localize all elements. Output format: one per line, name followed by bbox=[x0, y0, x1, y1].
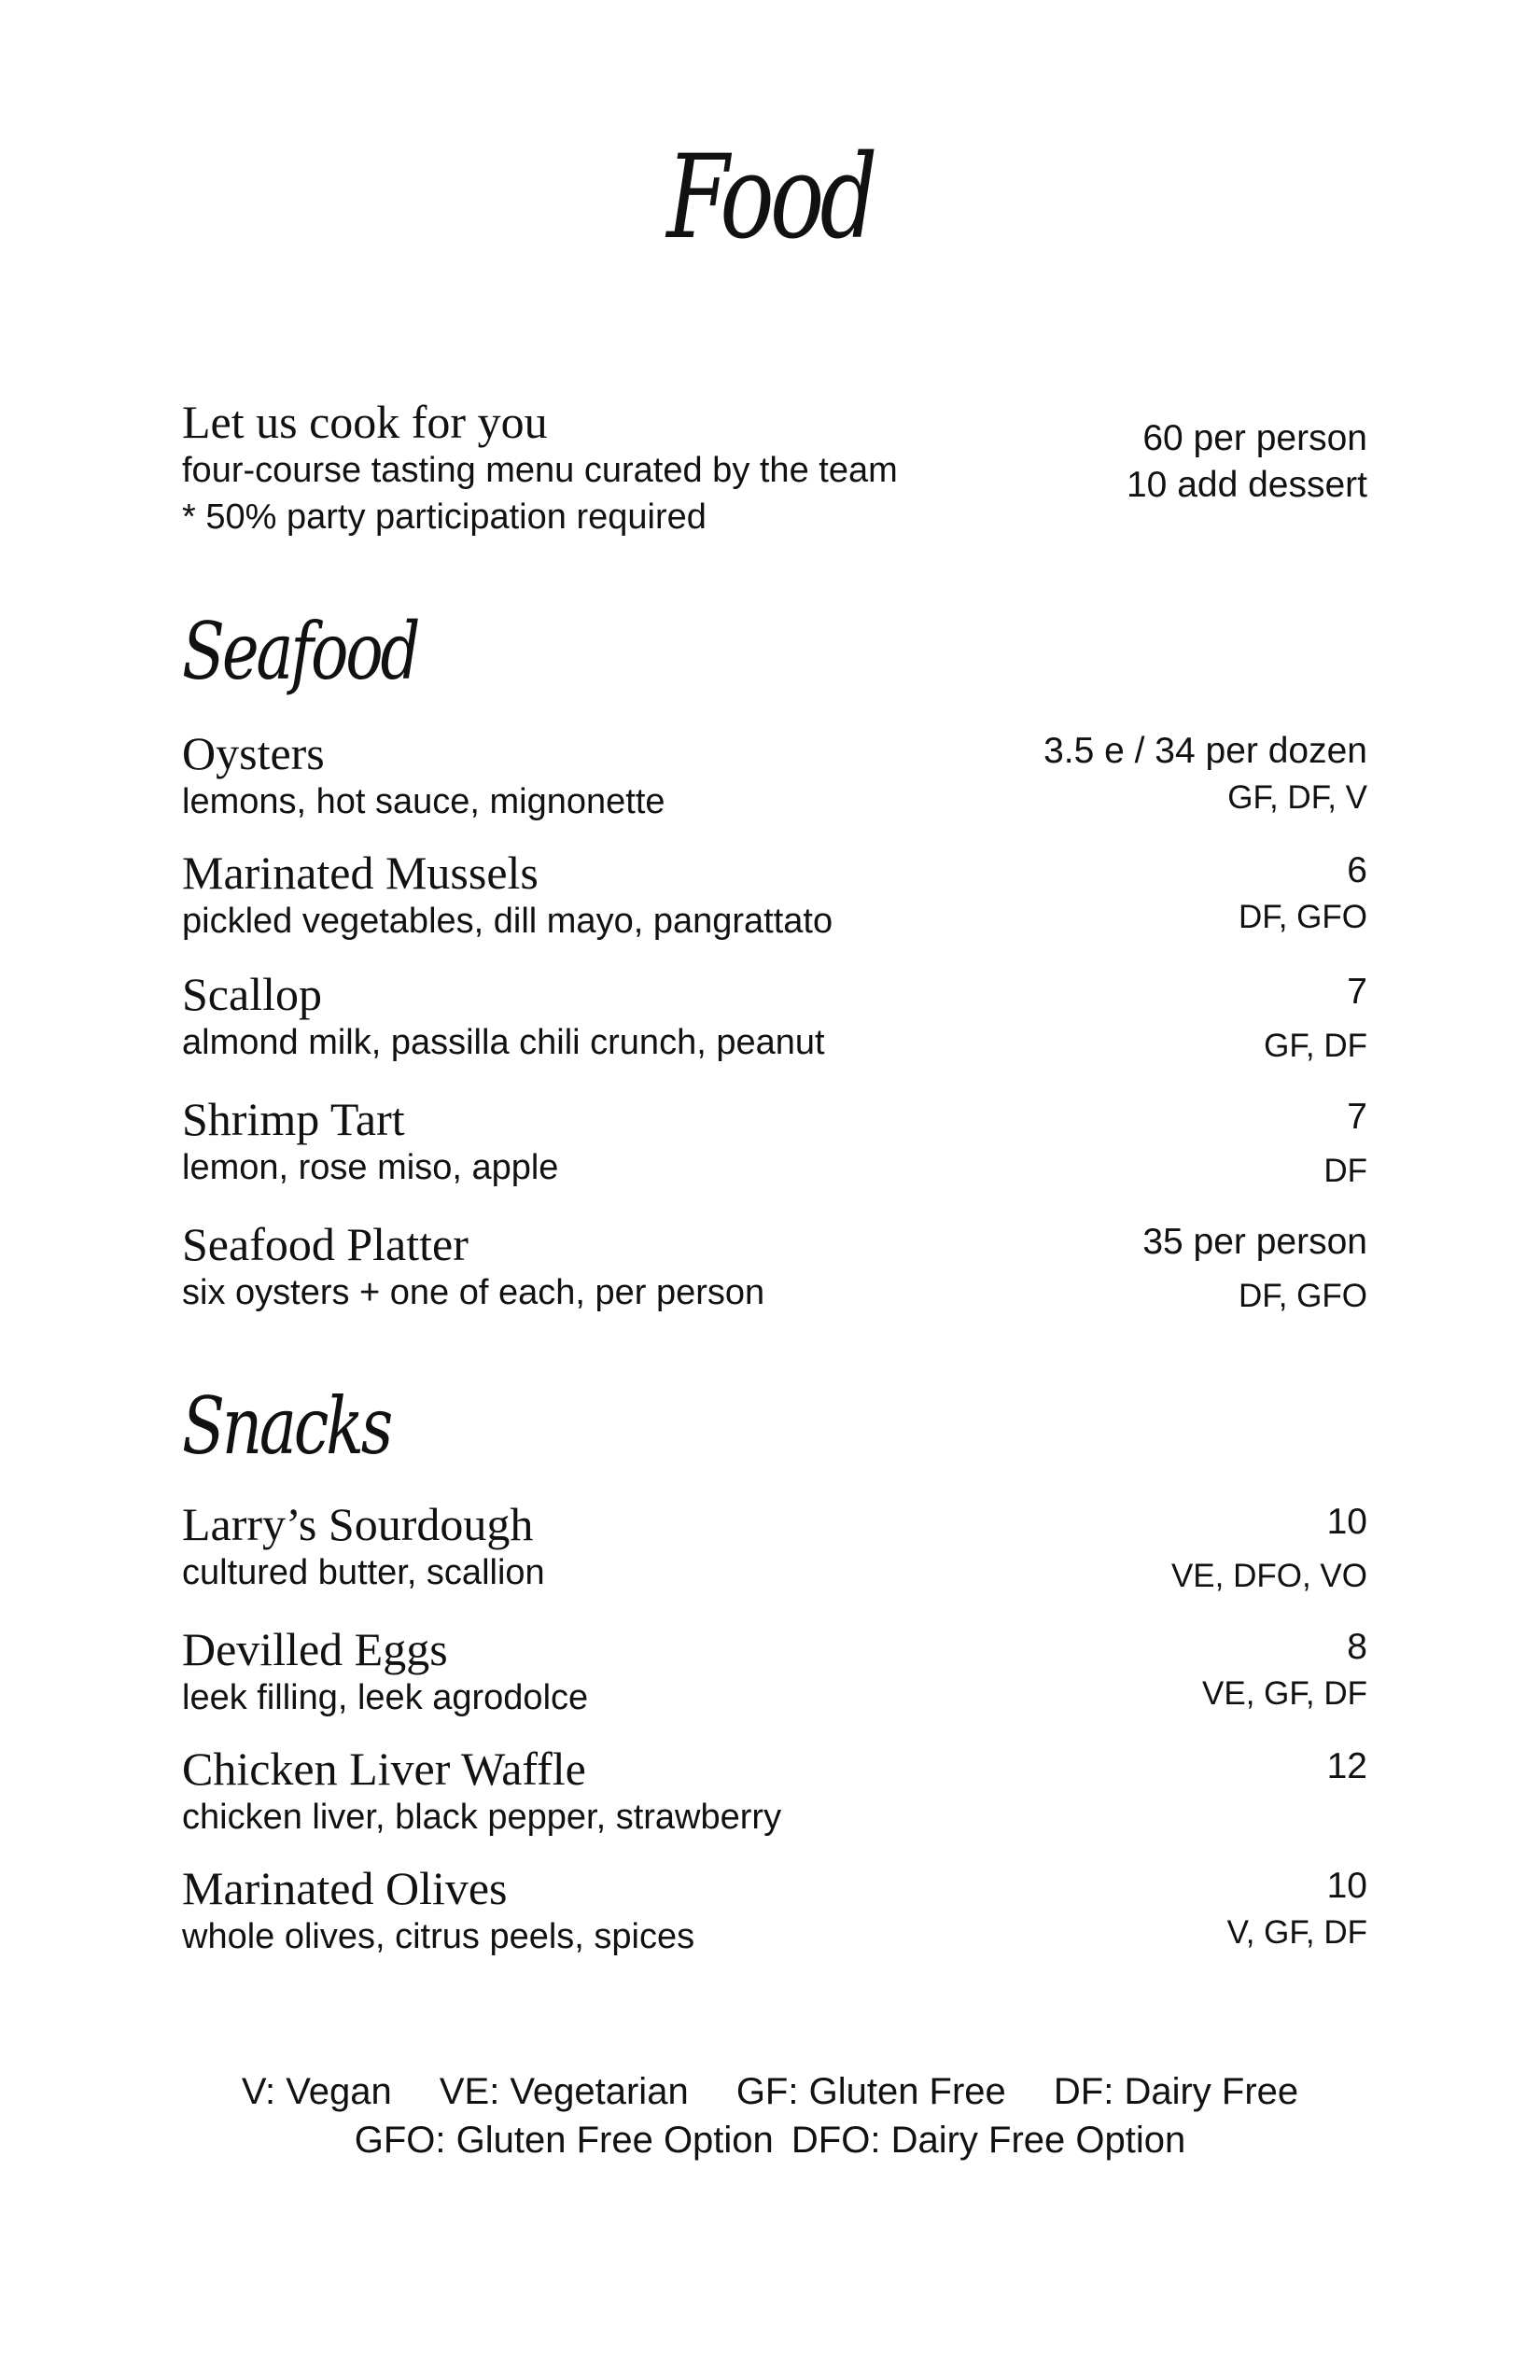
item-price: 8 bbox=[1347, 1627, 1367, 1667]
tasting-name: Let us cook for you bbox=[182, 396, 548, 448]
item-tags: DF bbox=[1323, 1153, 1367, 1189]
item-desc: almond milk, passilla chili crunch, peanut bbox=[182, 1023, 825, 1062]
item-desc: six oysters + one of each, per person bbox=[182, 1273, 765, 1312]
item-desc: lemons, hot sauce, mignonette bbox=[182, 782, 665, 821]
item-tags: GF, DF, V bbox=[1227, 779, 1367, 816]
tasting-price: 60 per person bbox=[1142, 418, 1367, 458]
item-price: 10 bbox=[1326, 1502, 1367, 1542]
item-price: 35 per person bbox=[1142, 1222, 1367, 1262]
item-name: Larry’s Sourdough bbox=[182, 1498, 534, 1550]
item-desc: chicken liver, black pepper, strawberry bbox=[182, 1798, 782, 1837]
item-name: Marinated Olives bbox=[182, 1862, 508, 1914]
section-title-seafood: Seafood bbox=[182, 606, 418, 697]
menu-item bbox=[182, 1499, 1367, 1596]
tasting-note: * 50% party participation required bbox=[182, 497, 707, 537]
legend-line-2 bbox=[0, 2116, 1540, 2164]
dietary-legend bbox=[0, 2067, 1540, 2164]
section-title-snacks: Snacks bbox=[182, 1380, 391, 1472]
menu-item bbox=[182, 969, 1367, 1066]
item-name: Marinated Mussels bbox=[182, 847, 539, 899]
menu-item bbox=[182, 1624, 1367, 1721]
item-tags: GF, DF bbox=[1264, 1028, 1367, 1064]
legend-item: DFO: Dairy Free Option bbox=[791, 2120, 1186, 2161]
item-price: 10 bbox=[1326, 1866, 1367, 1906]
tasting-addon: 10 add dessert bbox=[1126, 465, 1367, 505]
item-tags: VE, DFO, VO bbox=[1170, 1558, 1367, 1594]
item-name: Chicken Liver Waffle bbox=[182, 1743, 586, 1795]
menu-item bbox=[182, 1094, 1367, 1191]
item-name: Devilled Eggs bbox=[182, 1623, 448, 1675]
menu-item bbox=[182, 728, 1367, 825]
legend-item: VE: Vegetarian bbox=[439, 2071, 689, 2112]
legend-item: GF: Gluten Free bbox=[735, 2071, 1006, 2112]
item-desc: lemon, rose miso, apple bbox=[182, 1148, 559, 1187]
menu-item bbox=[182, 1863, 1367, 1960]
legend-item: V: Vegan bbox=[241, 2071, 392, 2112]
menu-item bbox=[182, 847, 1367, 945]
item-price: 6 bbox=[1347, 850, 1367, 890]
menu-item bbox=[182, 1219, 1367, 1316]
item-desc: leek filling, leek agrodolce bbox=[182, 1678, 589, 1717]
item-desc: whole olives, citrus peels, spices bbox=[182, 1917, 695, 1956]
item-price: 3.5 e / 34 per dozen bbox=[1043, 731, 1367, 771]
menu-item bbox=[182, 1743, 1367, 1841]
item-price: 7 bbox=[1347, 1097, 1367, 1137]
item-price: 7 bbox=[1347, 972, 1367, 1012]
legend-item: GFO: Gluten Free Option bbox=[354, 2120, 774, 2161]
item-tags: DF, GFO bbox=[1238, 899, 1367, 935]
item-name: Shrimp Tart bbox=[182, 1093, 405, 1145]
page-title: Food bbox=[666, 131, 874, 265]
tasting-desc: four-course tasting menu curated by the team bbox=[182, 451, 898, 490]
item-desc: cultured butter, scallion bbox=[182, 1553, 545, 1592]
item-desc: pickled vegetables, dill mayo, pangrattato bbox=[182, 902, 833, 941]
legend-line-1 bbox=[0, 2067, 1540, 2116]
item-name: Scallop bbox=[182, 968, 322, 1020]
item-tags: V, GF, DF bbox=[1226, 1914, 1367, 1951]
item-name: Oysters bbox=[182, 727, 325, 779]
item-name: Seafood Platter bbox=[182, 1218, 469, 1270]
item-tags: VE, GF, DF bbox=[1202, 1675, 1367, 1712]
legend-item: DF: Dairy Free bbox=[1053, 2071, 1299, 2112]
item-price: 12 bbox=[1326, 1746, 1367, 1786]
item-tags: DF, GFO bbox=[1238, 1278, 1367, 1314]
tasting-menu bbox=[182, 397, 1367, 540]
